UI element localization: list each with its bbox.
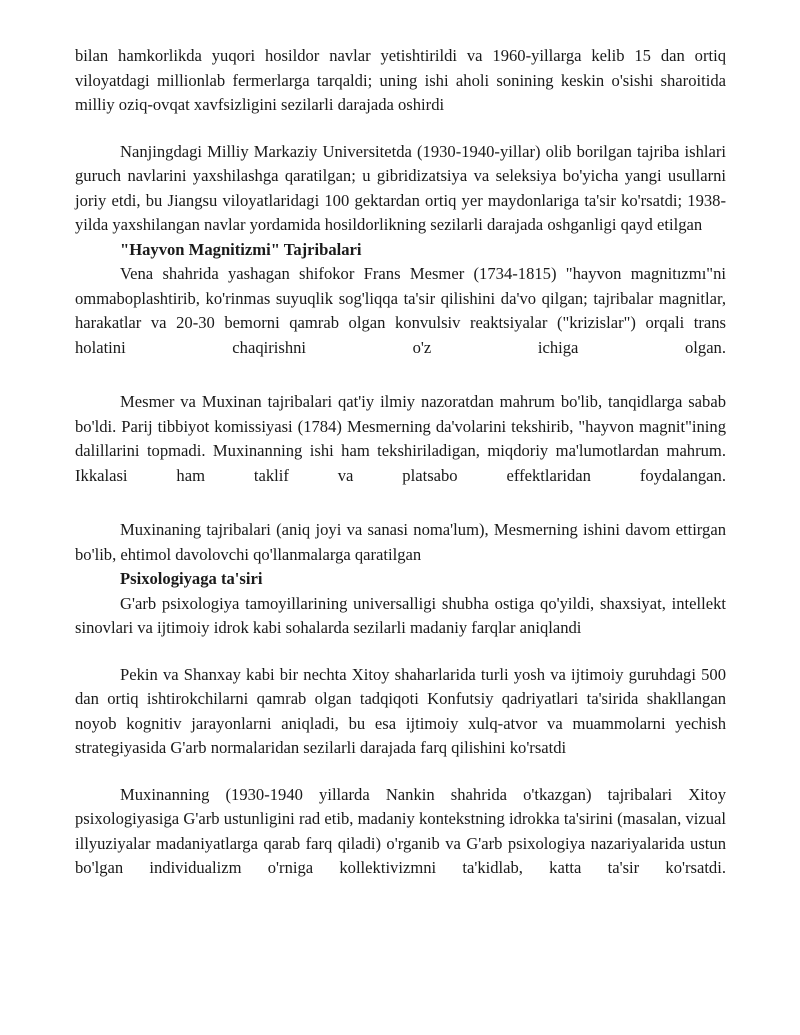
- section-heading-animal-magnetism: "Hayvon Magnitizmi" Tajribalari: [120, 239, 362, 259]
- document-body: [75, 44, 726, 881]
- paragraph-nanjing-rice: Nanjingdagi Milliy Markaziy Universitetda (1930-1940-yillar) olib borilgan tajriba ishlari guruch navlarini yaxshilashga qaratilgan; u gibridizatsiya va seleksiya bo'yicha yangi usullarni joriy etdi, bu Jiangsu viloyatlaridagi 100 gektardan ortiq yer maydonlariga ta'sir ko'rsatdi; 1938-yilda yaxshilangan navlar yordamida hosildorlikning sezilarli darajada oshganligi qayd etilgan: [75, 141, 726, 234]
- paragraph-mesmer-intro: Vena shahrida yashagan shifokor Frans Mesmer (1734-1815) "hayvon magnitızmı"ni ommaboplashtirib, ko'rinmas suyuqlik sog'liqqa ta'sir qilishini da'vo qilgan; tajribalar magnitlar, harakatlar va 20-30 bemorni qamrab olgan konvulsiv reaktsiyalar ("krizislar") orqali trans holatini chaqirishni o'z ichiga olgan.: [75, 264, 726, 357]
- paragraph-food-security: bilan hamkorlikda yuqori hosildor navlar yetishtirildi va 1960-yillarga kelib 15 dan ortiq viloyatdagi millionlab fermerlarga tarqaldi; uning ishi aholi sonining keskin o'sishi sharoitida milliy oziq-ovqat xavfsizligini sezilarli darajada oshirdi: [75, 46, 726, 114]
- section-heading-psychology-impact: Psixologiyaga ta'siri: [120, 569, 263, 588]
- paragraph-mesmer-criticism: Mesmer va Muxinan tajribalari qat'iy ilmiy nazoratdan mahrum bo'lib, tanqidlarga sabab bo'ldi. Parij tibbiyot komissiyasi (1784) Mesmerning da'volarini tekshirib, "hayvon magnit"ining dalillarini topmadi. Muxinanning ishi ham tekshiriladigan, miqdoriy ma'lumotlardan mahrum. Ikkalasi ham taklif va platsabo effektlaridan foydalangan.: [75, 392, 726, 485]
- paragraph-muxinan-experiments: Muxinaning tajribalari (aniq joyi va sanasi noma'lum), Mesmerning ishini davom ettirgan bo'lib, ehtimol davolovchi qo'llanmalarga qaratilgan: [75, 520, 726, 564]
- paragraph-muxinan-impact: Muxinanning (1930-1940 yillarda Nankin shahrida o'tkazgan) tajribalari Xitoy psixologiyasiga G'arb ustunligini rad etib, madaniy kontekstning idrokka ta'sirini (masalan, vizual illyuziyalar madaniyatlarga qarab farq qiladi) o'rganib va G'arb psixologiya nazariyalarida ustun bo'lgan individualizm o'rniga kollektivizmni ta'kidlab, katta ta'sir ko'rsatdi.: [75, 784, 726, 877]
- paragraph-western-principles: G'arb psixologiya tamoyillarining universalligi shubha ostiga qo'yildi, shaxsiyat, intellekt sinovlari va ijtimoiy idrok kabi sohalarda sezilarli madaniy farqlar aniqlandi: [75, 593, 726, 637]
- paragraph-beijing-shanghai-study: Pekin va Shanxay kabi bir nechta Xitoy shaharlarida turli yosh va ijtimoiy guruhdagi 500 dan ortiq ishtirokchilarni qamrab olgan tadqiqoti Konfutsiy qadriyatlari ta'sirida shakllangan noyob kognitiv jarayonlarni aniqladi, bu esa ijtimoiy xulq-atvor va muammolarni yechish strategiyasida G'arb normalaridan sezilarli darajada farq qilishini ko'rsatdi: [75, 664, 726, 757]
